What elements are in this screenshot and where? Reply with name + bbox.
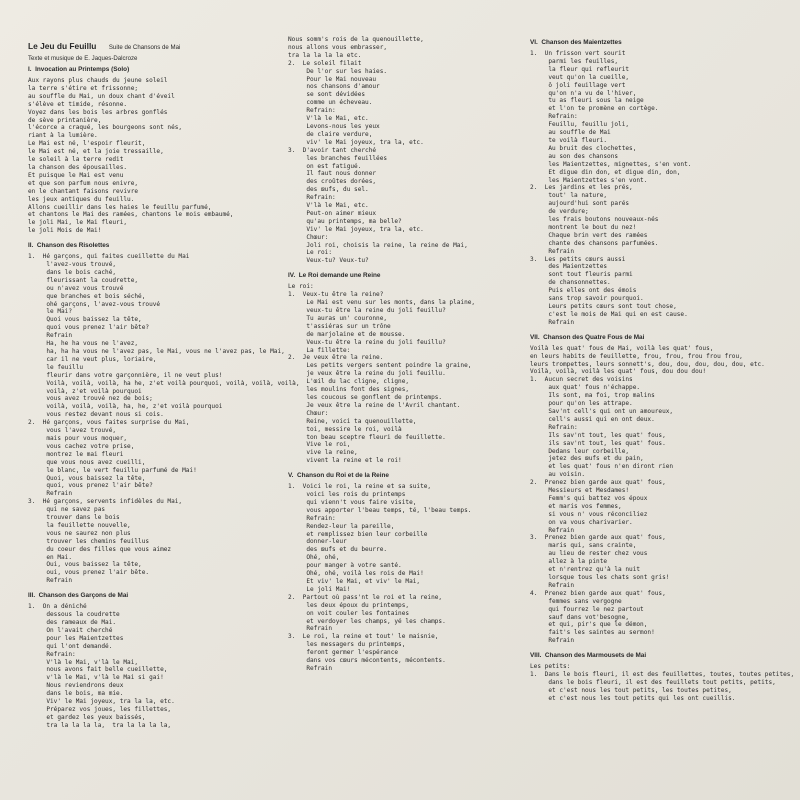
document-subtitle: Suite de Chansons de Mai [108, 44, 181, 51]
column-2 [288, 36, 528, 673]
section-text-2: 1. Hé garçons, qui faites cueillette du Mai l'avez-vous trouvé, dans le bois caché, fleurissant la coudrette, ou n'avez vous trouvé que branches et bois séché, ohé garçons, l'avez-vous trouvé le Mai? Quoi vous baissez la tête, quoi vous prenez l'air bête? Refrain Ha, he ha vous ne l'avez, ha, ha ha vous ne l'avez pas, le Mai, vous ne l'avez pas, le Mai, car il ne veut plus, loriaire, le feuillu fleurir dans votre garçonnière, il ne veut plus! Voilà, voilà, voilà, ha he, z'et voilà pourquoi, voilà, voilà, voilà, voilà, z'et voilà pourquoi vous avez trouvé nez de bois; voilà, voilà, voilà, ha, he, z'et voilà pourquoi vous restez devant nous si cois. 2. Hé garçons, vous faites surprise du Mai, vous l'avez trouvé, mais pour vous moquer, vous cachez votre prise, montrez le mai fleuri que vous nous avez cueilli, le blanc, le vert feuillu parfumé de Mai! Quoi, vous baissez la tête, quoi, vous prenez l'air bête? Refrain 3. Hé garçons, servents infidèles du Mai, qui ne savez pas trouver dans le bois la feuillette nouvelle, vous ne saurez non plus trouver les chemins feuillus du coeur des filles que vous aimez en Mai. Oui, vous baissez la tête, oui, vous prenez l'air bête. Refrain [28, 253, 300, 585]
section-heading-3: III. Chanson des Garçons de Mai [28, 592, 129, 600]
section-heading-4: IV. Le Roi demande une Reine [288, 272, 381, 280]
document-credit: Texte et musique de E. Jaques-Dalcroze [28, 55, 138, 62]
section-text-4: Le roi: 1. Veux-tu être la reine? Le Mai est venu sur les monts, dans la plaine, veux-tu être la reine du joli feuillu? Tu auras un' couronne, t'assiéras sur un trône de marjolaine et de mousse. Veux-tu être la reine du joli feuillu? La fillette: 2. Je veux être la reine. Les petits vergers sentent poindre la graine, je veux être la reine du joli feuillu. L'œil du lac cligne, cligne, les moulins font des signes, les coucous se gonflent de printemps. Je veux être la reine de l'Avril chantant. Chœur: Reine, voici ta quenouillette, toi, messire le roi, voilà ton beau sceptre fleuri de feuillette. Vive le roi, vive la reine, vivent la reine et le roi! [288, 283, 476, 465]
section-heading-7: VII. Chanson des Quatre Fous de Mai [530, 333, 645, 341]
section-text-8: Les petits: 1. Dans le bois fleuri, il est des feuillettes, toutes, toutes petites, dans le bois fleuri, il est des feuillets tout petits, petits, et c'est nous les tout petits, les toutes petites, et c'est nous les tout petits qui les ont cueillis. [530, 663, 795, 702]
section-heading-2: II. Chanson des Risolettes [28, 242, 110, 250]
section-heading-5: V. Chanson du Roi et de la Reine [288, 472, 389, 480]
section-text-5: 1. Voici le roi, la reine et sa suite, voici les rois du printemps qui vienn't vous faire visite, vous apporter l'beau temps, té, l'beau temps. Refrain: Rendez-leur la pareille, et remplissez bien leur corbeille donner-leur des œufs et du beurre. Ohé, ohé, pour manger à votre santé. Ohé, ohé, voilà les rois de Mai! Et viv' le Mai, et viv' le Mai, Le joli Mai! 2. Partout où pass'nt le roi et la reine, les deux époux du printemps, on voit couler les fontaines et verdoyer les champs, yé les champs. Refrain 3. Le roi, la reine et tout' le maisnie, les messagers du printemps, feront germer l'espérance dans vos cœurs mécontents, mécontents. Refrain [288, 483, 472, 672]
section-text-6: 1. Un frisson vert sourit parmi les feuilles, la fleur qui refleurit veut qu'on la cueille, ô joli feuillage vert qu'on n'a vu de l'hiver, tu as fleuri sous la neige et l'on te promène en cortège. Refrain: Feuillu, feuillu joli, au souffle de Mai te voilà fleuri. Au bruit des clochettes, au son des chansons les Maientzettes, mignettes, s'en vont. Et digue din don, et digue din, don, les Maientzettes s'en vont. 2. Les jardins et les prés, tout' la nature, aujourd'hui sont parés de verdure; les frais boutons nouveaux-nés montrent le bout du nez! Chaque brin vert des ramées chante des chansons parfumées. Refrain 3. Les petits cœurs aussi des Maientzettes sont tout fleuris parmi de chansonnettes. Puis elles ont des émois sans trop savoir pourquoi. Leurs petits cœurs sont tout chose, c'est le mois de Mai qui en est cause. Refrain [530, 50, 692, 326]
title-row [28, 36, 276, 54]
column-1 [28, 36, 300, 730]
section-text-1: Aux rayons plus chauds du jeune soleil la terre s'étire et frissonne; au souffle du Mai, un doux chant d'éveil s'élève et timide, résonne. Voyez dans les bois les arbres gonflés de sève printanière, l'écorce a craqué, les bourgeons sont nés, riant à la lumière. Le Mai est né, l'espoir fleurit, le Mai est né, et la joie tressaille, le soleil à la terre redit la chanson des épousailles. Et puisque le Mai est venu et que son parfum nous enivre, en le chantant faisons revivre les jeux antiques du feuillu. Allons cueillir dans les haies le feuillu parfumé, et chantons le Mai des ramées, chantons le mois embaumé, le joli Mai, le Mai fleuri, le joli Mois de Mai! [28, 77, 234, 235]
column-3 [530, 36, 795, 703]
section-text-3-continued: Nous somm's rois de la quenouillette, nous allons vous embrasser, tra la la la la etc. 2. Le soleil filait De l'or sur les haies. Pour le Mai nouveau nos chansons d'amour se sont dévidées comme un écheveau. Refrain: V'là le Mai, etc. Levons-nous les yeux de claire verdure, viv' le Mai joyeux, tra la, etc. 3. D'avoir tant cherché les branches feuillées on est fatigué. Il faut nous donner des croûtes dorées, des œufs, du sel. Refrain: V'là le Mai, etc. Peut-on aimer mieux qu'au printemps, ma belle? Viv' le Mai joyeux, tra la, etc. Chœur: Joli roi, choisis la reine, la reine de Mai, Le roi: Veux-tu? Veux-tu? [288, 36, 468, 265]
section-heading-1: I. Invocation au Printemps (Solo) [28, 66, 130, 73]
section-heading-8: VIII. Chanson des Marmousets de Mai [530, 652, 647, 660]
section-text-7: Voilà les quat' fous de Mai, voilà les quat' fous, en leurs habits de feuillette, frou, frou, frou frou frou, leurs trompettes, leurs sonnett's, dou, dou, dou, dou, dou, etc. Voilà, voilà, voilà les quat' fous, dou dou dou! 1. Aucun secret des voisins aux quat' fous n'échappe. Ils sont, ma foi, trop malins pour qu'on les attrape. Sav'nt cell's qui ont un amoureux, cell's aussi qui en ont deux. Refrain: Ils sav'nt tout, les quat' fous, ils sav'nt tout, les quat' fous. Dedans leur corbeille, jetez des œufs et du pain, et les quat' fous n'en diront rien au voisin. 2. Prenez bien garde aux quat' fous, Messieurs et Mesdames! Femm's qui battez vos époux et maris vos femmes, si vous n' vous réconciliez on va vous charivarier. Refrain 3. Prenez bien garde aux quat' fous, maris qui, sans crainte, au lieu de rester chez vous allez à la pinte et n'rentrez qu'à la nuit lorsque tous les chats sont gris! Refrain 4. Prenez bien garde aux quat' fous, femmes sans vergogne qui fourrez le nez partout sauf dans vot'besogne, et qui, pir's que le démon, fait's les saintes au sermon! Refrain [530, 344, 765, 645]
section-heading-6: VI. Chanson des Maientzettes [530, 39, 622, 46]
section-text-3: 1. On a déniché dessous la coudrette des rameaux de Mai. On l'avait cherché pour les Maientzettes qui l'ont demandé. Refrain: V'là le Mai, v'là le Mai, nous avons fait belle cueillette, v'là le Mai, v'là le Mai si gai! Nous reviendrons deux dans le bois, ma mie. Viv' le Mai joyeux, tra la la, etc. Préparez vos joues, les fillettes, et gardez les yeux baissés, tra la la la la, tra la la la la, [28, 603, 175, 729]
document-title: Le Jeu du Feuillu [28, 41, 97, 51]
